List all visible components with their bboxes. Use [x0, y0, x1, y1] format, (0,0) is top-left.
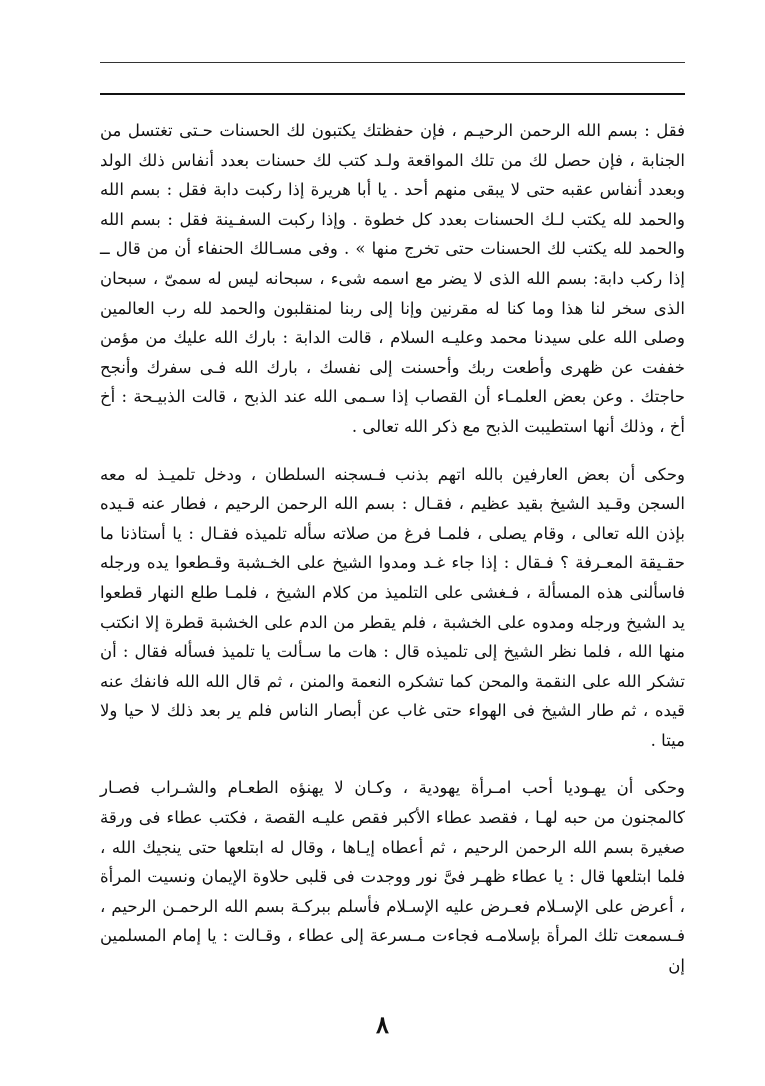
body-text	[100, 116, 685, 981]
paragraph-1: فقل : بسم الله الرحمن الرحيـم ، فإن حفظتك يكتبون لك الحسنات حـتى تغتسل من الجنابة ، فإن حصل لك من تلك المواقعة ولـد كتب لك حسنات بعدد أنفاس ذلك الولد وبعدد أنفاس عقبه حتى لا يبقى منهم أحد . يا أبا هريرة إذا ركبت دابة فقل : بسم الله والحمد لله يكتب لـك الحسنات بعدد كل خطوة . وإذا ركبت السفـينة فقل : بسم الله والحمد لله يكتب لك الحسنات حتى تخرج منها » . وفى مسـالك الحنفاء أن من قال ــ إذا ركب دابة: بسم الله الذى لا يضر مع اسمه شىء ، سبحانه ليس له سمىّ ، سبحان الذى سخر لنا هذا وما كنا له مقرنين وإنا إلى ربنا لمنقلبون والحمد لله رب العالمين وصلى الله على سيدنا محمد وعليـه السلام ، قالت الدابة : بارك الله عليك من مؤمن خففت عن ظهرى وأطعت ربك وأحسنت إلى نفسك ، بارك الله فـى سفرك وأنجح حاجتك . وعن بعض العلمـاء أن القصاب إذا سـمى الله عند الذبح ، قالت الذبيـحة : أخ أخ ، وذلك أنها استطيبت الذبح مع ذكر الله تعالى .	[100, 121, 685, 436]
header-rule-thick	[100, 93, 685, 95]
header-rule-thin	[100, 62, 685, 63]
paragraph-3: وحكى أن يهـوديا أحب امـرأة يهودية ، وكـان لا يهنؤه الطعـام والشـراب فصـار كالمجنون من حبه لهـا ، فقصد عطاء الأكبر فقص عليـه القصة ، فكتب عطاء فى ورقة صغيرة بسم الله الرحمن الرحيم ، ثم أعطاه إيـاها ، وقال له ابتلعها حتى ينجيك الله ، فلما ابتلعها قال : يا عطاء ظهـر فىَّ نور ووجدت فى قلبى حلاوة الإيمان ونسيت المرأة ، أعرض على الإسـلام فعـرض عليه الإسـلام فأسلم ببركـة بسم الله الرحمـن الرحيم ، فـسمعت تلك المرأة بإسلامـه فجاءت مـسرعة إلى عطاء ، وقـالت : يا إمام المسلمين إن	[100, 778, 685, 976]
paragraph-2: وحكى أن بعض العارفين بالله اتهم بذنب فـسجنه السلطان ، ودخل تلميـذ له معه السجن وقـيد الشيخ بقيد عظيم ، فقـال : بسم الله الرحمن الرحيم ، فطار عنه قـيده بإذن الله تعالى ، وقام يصلى ، فلمـا فرغ من صلاته سأله تلميذه فقـال : يا أستاذنا ما حقـيقة المعـرفة ؟ فـقال : إذا جاء غـد ومدوا الشيخ على الخـشبة وقـطعوا يده ورجله فاسألنى هذه المسألة ، فـغشى على التلميذ من كلام الشيخ ، فلمـا طلع النهار قطعوا يد الشيخ ورجله ومدوه على الخشبة ، فلم يقطر من الدم على الخشبة قطرة إلا انكتب منها الله ، فلما نظر الشيخ إلى تلميذه قال : هات ما سـألت يا تلميذ فسأله فقال : أن تشكر الله على النقمة والمحن كما تشكره النعمة والمنن ، ثم قال الله الله فانفك عنه قيده ، ثم طار الشيخ فى الهواء حتى غاب عن أبصار الناس فلم ير بعد ذلك لا حيا ولا ميتا .	[100, 464, 685, 750]
page-number: ٨	[376, 1010, 389, 1039]
